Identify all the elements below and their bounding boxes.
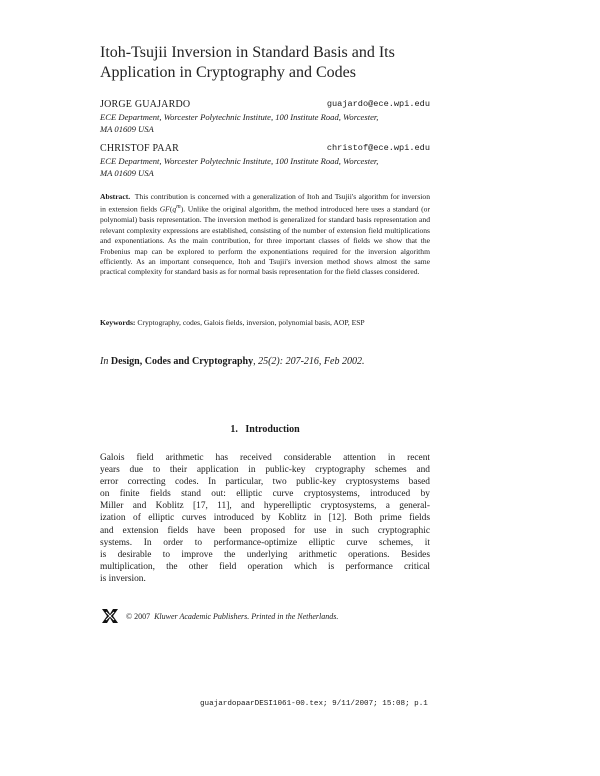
- title-line-1: Itoh-Tsujii Inversion in Standard Basis and Its: [100, 44, 395, 61]
- title-line-2: Application in Cryptography and Codes: [100, 64, 356, 81]
- affiliation-line-2: MA 01609 USA: [100, 167, 154, 178]
- introduction-paragraph: [100, 452, 430, 585]
- math-m: m: [176, 203, 181, 211]
- author-block-2: [100, 143, 430, 179]
- running-footer: guajardopaarDESI1061-00.tex; 9/11/2007; 15:08; p.1: [200, 700, 428, 708]
- text-line: systems. In order to performance-optimize elliptic curve schemes, it: [100, 537, 430, 548]
- text-line: error correcting codes. In particular, two public-key cryptosystems based: [100, 477, 430, 488]
- author-affiliation: [100, 112, 430, 135]
- affiliation-line-2: MA 01609 USA: [100, 123, 154, 134]
- journal-reference: [100, 356, 364, 367]
- abstract-text-rest: . Unlike the original algorithm, the method introduced here uses a standard (or polynomial) basis representation. The inversion method is generalized for standard basis representation and relevant complexity expressions are established, consisting of the number of extension field multiplications and exponentiations. As the main contribution, for three important classes of fields we show that the Frobenius map can be explored to perform the exponentiations required for the inversion algorithm efficiently. As an important consequence, Itoh and Tsujii's inversion method shows almost the same practical complexity for standard basis as for normal basis representation for the field classes considered.: [100, 204, 430, 277]
- affiliation-line-1: ECE Department, Worcester Polytechnic Institute, 100 Institute Road, Worcester,: [100, 112, 379, 122]
- math-q: q: [172, 204, 177, 214]
- copyright-text: © 2007: [126, 611, 151, 621]
- publisher-text: Kluwer Academic Publishers. Printed in the Netherlands.: [154, 611, 339, 621]
- abstract-text-start: This contribution is concerned with a generalization of Itoh and Tsujii's algorithm for inversion in extension fields: [100, 192, 430, 214]
- author-name: JORGE GUAJARDO: [100, 99, 191, 110]
- section-number: 1.: [230, 424, 238, 435]
- text-line: Miller and Koblitz [17, 11], and hyperelliptic cryptosystems, a general-: [100, 501, 430, 512]
- journal-details: , 25(2): 207-216, Feb 2002.: [253, 356, 365, 367]
- text-line: on finite fields stand out: elliptic curve cryptosystems, introduced by: [100, 489, 430, 500]
- abstract-label: Abstract.: [100, 192, 131, 201]
- publisher-footer: [100, 606, 338, 626]
- journal-name: Design, Codes and Cryptography: [110, 356, 254, 367]
- section-heading: [100, 424, 430, 435]
- math-gf: GF: [159, 204, 170, 214]
- text-line: ization of elliptic curves introduced by Koblitz in [12]. Both prime fields: [100, 513, 430, 524]
- affiliation-line-1: ECE Department, Worcester Polytechnic Institute, 100 Institute Road, Worcester,: [100, 156, 379, 166]
- author-email[interactable]: guajardo@ece.wpi.edu: [326, 99, 430, 109]
- kluwer-logo-icon: [100, 606, 120, 626]
- text-line: years due to their application in public-key cryptography schemes and: [100, 465, 430, 476]
- text-line: and extension fields have been proposed for use in such cryptographic: [100, 525, 430, 536]
- keywords-text: Cryptography, codes, Galois fields, inversion, polynomial basis, AOP, ESP: [137, 318, 365, 327]
- author-email[interactable]: christof@ece.wpi.edu: [326, 143, 430, 153]
- section-title: Introduction: [245, 424, 300, 435]
- author-affiliation: [100, 156, 430, 179]
- author-block-1: [100, 99, 430, 135]
- abstract: Abstract. This contribution is concerned with a generalization of Itoh and Tsujii's algorithm for inversion in extension fields $GF(q^m)$. Unlike the original algorithm, the method introduced here uses a standard (or polynomial) basis representation. The inversion method is generalized for standard basis representation and relevant complexity expressions are established, consisting of the number of extension field multiplications and exponentiations. As the main contribution, for three important classes of fields we show that the Frobenius map can be explored to perform the exponentiations required for the inversion algorithm efficiently. As an important consequence, Itoh and Tsujii's inversion method shows almost the same practical complexity for standard basis as for normal basis representation for the field classes considered.: [100, 192, 430, 277]
- text-line: is desirable to improve the underlying arithmetic operations. Besides: [100, 549, 430, 560]
- paper-title: [100, 43, 500, 83]
- keywords-label: Keywords:: [100, 318, 136, 327]
- text-line: multiplication, the other field operation which is performance critical: [100, 561, 430, 572]
- keywords: [100, 318, 430, 328]
- author-name: CHRISTOF PAAR: [100, 143, 180, 154]
- text-line: Galois field arithmetic has received considerable attention in recent: [100, 453, 430, 463]
- text-line: is inversion.: [100, 573, 146, 584]
- journal-prefix: In: [100, 356, 109, 367]
